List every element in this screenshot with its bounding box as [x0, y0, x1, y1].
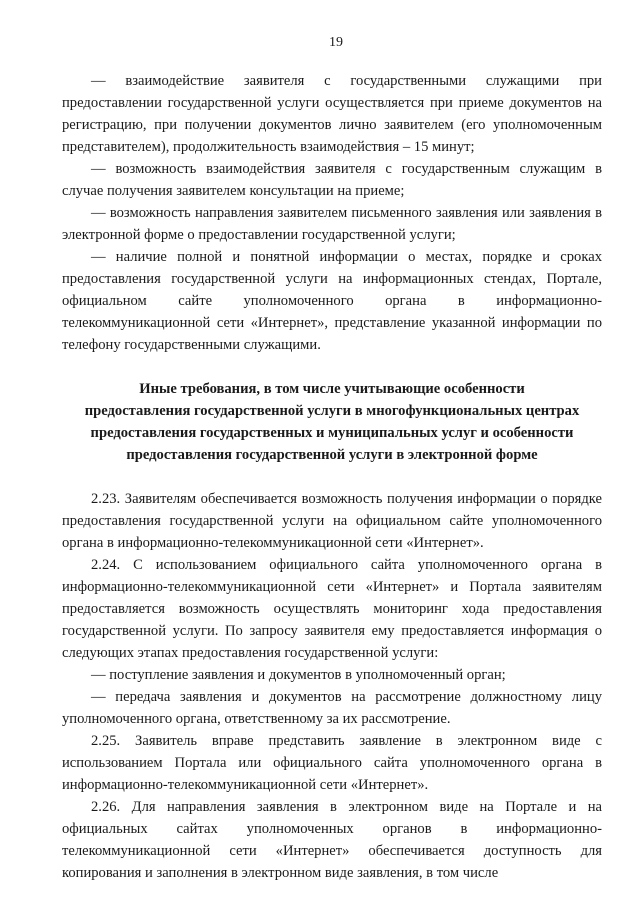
section-heading-line-4: предоставления государственной услуги в электронной форме	[126, 447, 538, 463]
paragraph-2-23: 2.23. Заявителям обеспечивается возможность получения информации о порядке предоставления государственной услуги на официальном сайте уполномоченного органа в информационно-телекоммуникационной сети «Интернет».	[62, 491, 602, 551]
paragraph-2-24: 2.24. С использованием официального сайта уполномоченного органа в информационно-телекоммуникационной сети «Интернет» и Портала заявителям предоставляется возможность осуществлять мониторинг хода предоставления государственной услуги. По запросу заявителя ему предоставляется информация о следующих этапах предоставления государственной услуги:	[62, 557, 602, 661]
list-item-receipt: — поступление заявления и документов в уполномоченный орган;	[91, 667, 506, 683]
paragraph-consultation: — возможность взаимодействия заявителя с государственным служащим в случае получения заявителем консультации на приеме;	[62, 161, 602, 199]
section-heading-line-3: предоставления государственных и муниципальных услуг и особенности	[90, 425, 574, 441]
section-heading	[62, 378, 602, 466]
page-number: 19	[329, 35, 343, 50]
section-heading-line-1: Иные требования, в том числе учитывающие особенности	[139, 381, 525, 397]
paragraph-written-application: — возможность направления заявителем письменного заявления или заявления в электронной форме о предоставлении государственной услуги;	[62, 205, 602, 243]
paragraph-information-availability: — наличие полной и понятной информации о местах, порядке и сроках предоставления государственной услуги на информационных стендах, Портале, официальном сайте уполномоченного органа в информационно-телекоммуникационной сети «Интернет», представление указанной информации по телефону государственными служащими.	[62, 249, 602, 353]
paragraph-interaction: — взаимодействие заявителя с государственными служащими при предоставлении государственной услуги осуществляется при приеме документов на регистрацию, при получении документов лично заявителем (его уполномоченным представителем), продолжительность взаимодействия – 15 минут;	[62, 73, 602, 155]
list-item-transfer: — передача заявления и документов на рассмотрение должностному лицу уполномоченного органа, ответственному за их рассмотрение.	[62, 689, 602, 727]
section-heading-line-2: предоставления государственной услуги в многофункциональных центрах	[84, 403, 580, 419]
paragraph-2-26: 2.26. Для направления заявления в электронном виде на Портале и на официальных сайтах уполномоченных органов в информационно-телекоммуникационной сети «Интернет» обеспечивается доступность для копирования и заполнения в электронном виде заявления, в том числе	[62, 799, 602, 881]
paragraph-2-25: 2.25. Заявитель вправе представить заявление в электронном виде с использованием Портала или официального сайта уполномоченного органа в информационно-телекоммуникационной сети «Интернет».	[62, 733, 602, 793]
